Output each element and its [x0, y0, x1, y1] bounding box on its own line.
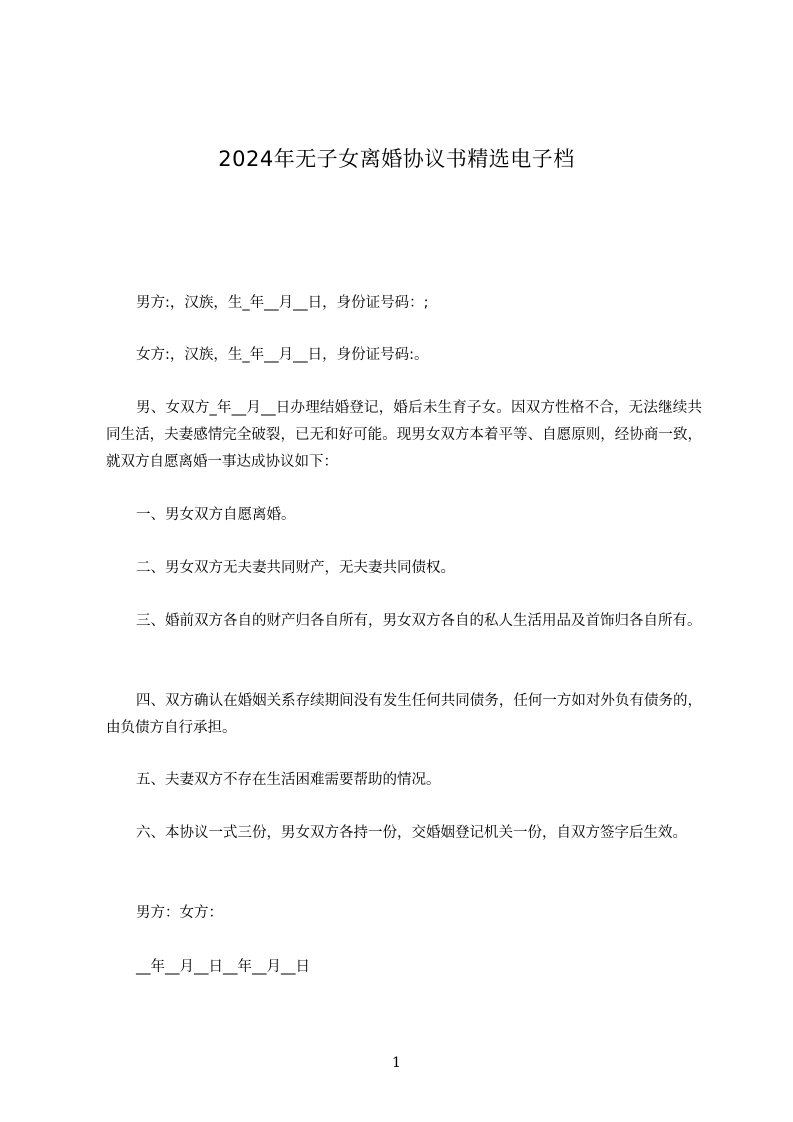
page-number: 1 [392, 1055, 401, 1071]
document-title: 2024年无子女离婚协议书精选电子档 [218, 147, 575, 171]
clause-4: 四、双方确认在婚姻关系存续期间没有发生任何共同债务，任何一方如对外负有债务的，由负债方自行承担。 [106, 693, 702, 736]
clause-5: 五、夫妻双方不存在生活困难需要帮助的情况。 [136, 772, 441, 788]
clause-6: 六、本协议一式三份，男女双方各持一份，交婚姻登记机关一份，自双方签字后生效。 [136, 825, 687, 841]
date-line: __年__月__日__年__月__日 [136, 959, 310, 975]
paragraph-wife-info: 女方:，汉族，生_年__月__日，身份证号码:。 [136, 347, 429, 363]
signature-line: 男方：女方： [136, 905, 223, 921]
clause-1: 一、男女双方自愿离婚。 [136, 507, 296, 523]
clause-3: 三、婚前双方各自的财产归各自所有，男女双方各自的私人生活用品及首饰归各自所有。 [136, 613, 702, 629]
paragraph-background: 男、女双方_年__月__日办理结婚登记，婚后未生育子女。因双方性格不合，无法继续共同生活，夫妻感情完全破裂，已无和好可能。现男女双方本着平等、自愿原则，经协商一致，就双方自愿离婚一事达成协议如下： [106, 400, 702, 470]
clause-2: 二、男女双方无夫妻共同财产，无夫妻共同债权。 [136, 560, 455, 576]
paragraph-husband-info: 男方:，汉族，生_年__月__日，身份证号码：; [136, 295, 429, 311]
